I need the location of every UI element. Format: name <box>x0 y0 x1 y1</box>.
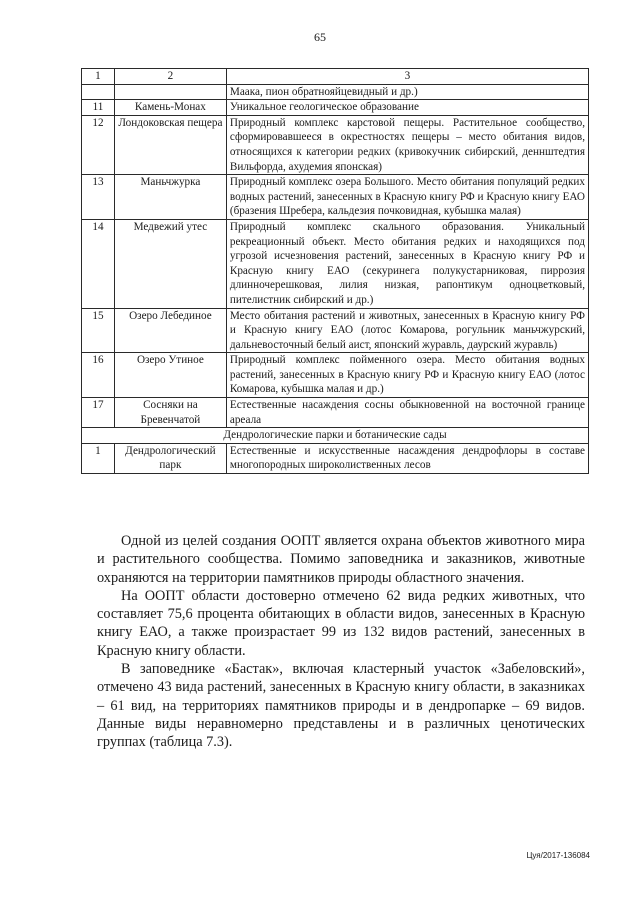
table-header-row <box>82 69 589 85</box>
paragraph: Одной из целей создания ООПТ является охрана объектов животного мира и растительного сообщества. Помимо заповедника и заказников, животные охраняются на территории памятников природы областного значения. <box>97 533 585 586</box>
site-name: Медвежий утес <box>114 219 226 308</box>
empty-cell <box>82 84 115 100</box>
continuation-row <box>82 84 589 100</box>
row-number: 11 <box>82 100 115 116</box>
site-name: Сосняки на Бревенчатой <box>114 398 226 428</box>
row-number: 17 <box>82 398 115 428</box>
continuation-text: Маака, пион обратнояйцевидный и др.) <box>226 84 588 100</box>
table-row <box>82 353 589 398</box>
table-row <box>82 115 589 174</box>
site-name: Озеро Лебединое <box>114 308 226 353</box>
site-name: Маньчжурка <box>114 175 226 220</box>
site-description: Природный комплекс озера Большого. Место обитания популяций редких водных растений, занесенных в Красную книгу РФ и Красную книгу ЕАО (бразения Шребера, кальдезия почковидная, кубышка малая) <box>226 175 588 220</box>
row-number: 13 <box>82 175 115 220</box>
paragraph: В заповеднике «Бастак», включая кластерный участок «Забеловский», отмечено 43 вида растений, занесенных в Красную книгу области, в заказниках – 61 вид, на территориях памятников природы и в дендропарке – 69 видов. Данные виды неравномерно представлены и в различных ценотических группах (таблица 7.3). <box>97 661 585 751</box>
table-row <box>82 308 589 353</box>
site-description: Природный комплекс скального образования. Уникальный рекреационный объект. Место обитания редких и находящихся под угрозой исчезновения растений, занесенных в Красную книгу РФ и Красную книгу ЕАО (секуринега полукустарниковая, пиррозия длинночерешковая, лилия низкая, рапонтикум одноцветковый, пителистник сибирский и др.) <box>226 219 588 308</box>
page-number: 65 <box>314 30 326 44</box>
site-name: Дендрологический парк <box>114 443 226 473</box>
document-code: Цуя/2017-136084 <box>526 851 590 860</box>
site-description: Уникальное геологическое образование <box>226 100 588 116</box>
table-row <box>82 443 589 473</box>
table-body <box>82 69 589 474</box>
row-number: 14 <box>82 219 115 308</box>
row-number: 1 <box>82 443 115 473</box>
column-header: 3 <box>226 69 588 85</box>
table-row <box>82 175 589 220</box>
site-description: Естественные и искусственные насаждения дендрофлоры в составе многопородных широколиственных лесов <box>226 443 588 473</box>
table-row <box>82 100 589 116</box>
site-description: Естественные насаждения сосны обыкновенной на восточной границе ареала <box>226 398 588 428</box>
paragraph: На ООПТ области достоверно отмечено 62 вида редких животных, что составляет 75,6 процента обитающих в области видов, занесенных в Красную книгу ЕАО, а также произрастает 99 из 132 видов растений, занесенных в Красную книгу области. <box>97 587 585 659</box>
column-header: 1 <box>82 69 115 85</box>
site-name: Лондоковская пещера <box>114 115 226 174</box>
section-row <box>82 428 589 444</box>
row-number: 12 <box>82 115 115 174</box>
body-text <box>97 532 585 752</box>
section-title: Дендрологические парки и ботанические сады <box>82 428 589 444</box>
empty-cell <box>114 84 226 100</box>
protected-areas-table <box>81 68 589 474</box>
row-number: 15 <box>82 308 115 353</box>
column-header: 2 <box>114 69 226 85</box>
table-row <box>82 398 589 428</box>
row-number: 16 <box>82 353 115 398</box>
site-name: Озеро Утиное <box>114 353 226 398</box>
site-description: Природный комплекс пойменного озера. Место обитания водных растений, занесенных в Красную книгу РФ и Красную книгу ЕАО (лотос Комарова, кубышка малая и др.) <box>226 353 588 398</box>
site-description: Природный комплекс карстовой пещеры. Растительное сообщество, сформировавшееся в окрестностях пещеры – место обитания видов, относящихся к категории редких (кривокучник сибирский, деннштедтия Вильфорда, ахудемия японская) <box>226 115 588 174</box>
site-name: Камень-Монах <box>114 100 226 116</box>
table-row <box>82 219 589 308</box>
site-description: Место обитания растений и животных, занесенных в Красную книгу РФ и Красную книгу ЕАО (лотос Комарова, рогульник маньчжурский, дальневосточный белый аист, японский журавль, даурский журавль) <box>226 308 588 353</box>
